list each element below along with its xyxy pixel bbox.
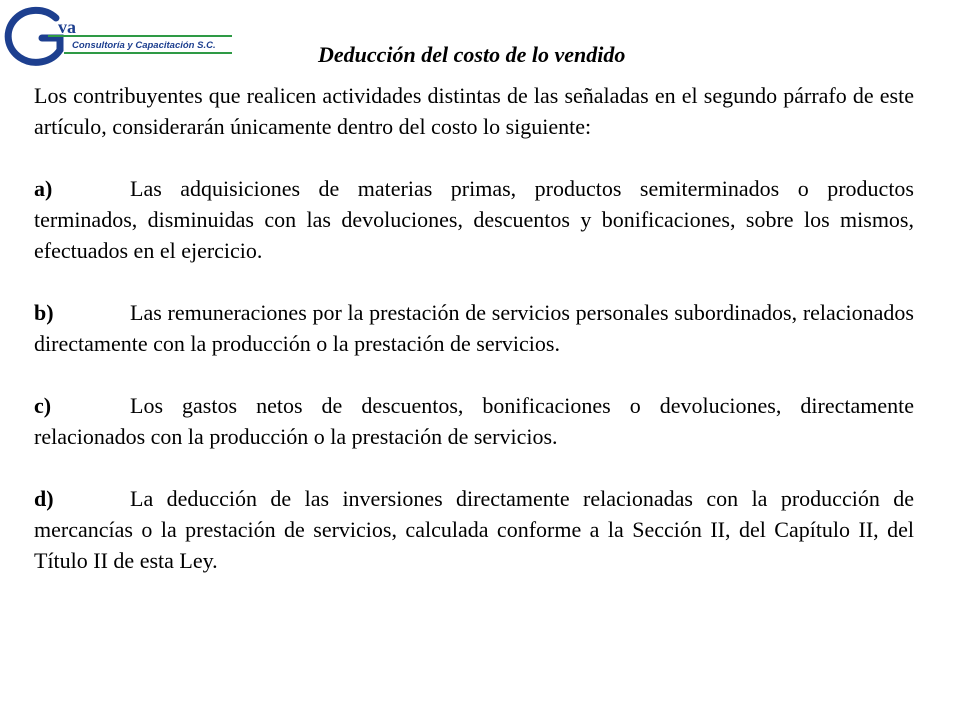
list-item-c [34, 390, 914, 452]
item-label: c) [34, 393, 52, 418]
item-text: La deducción de las inversiones directamente relacionadas con la producción de mercancías o la prestación de servicios, calculada conforme a la Sección II, del Capítulo II, del Título II de esta Ley. [34, 486, 914, 573]
list-item-a [34, 173, 914, 266]
item-text: Las adquisiciones de materias primas, productos semiterminados o productos terminados, disminuidas con las devoluciones, descuentos y bonificaciones, sobre los mismos, efectuados en el ejercicio. [34, 176, 914, 263]
item-text: Las remuneraciones por la prestación de servicios personales subordinados, relacionados directamente con la producción o la prestación de servicios. [34, 300, 914, 356]
item-label: b) [34, 300, 54, 325]
logo-company-name: Consultoría y Capacitación S.C. [72, 40, 216, 51]
document-body [34, 80, 914, 607]
item-text: Los gastos netos de descuentos, bonificaciones o devoluciones, directamente relacionados con la producción o la prestación de servicios. [34, 393, 914, 449]
item-label: a) [34, 176, 53, 201]
page-title: Deducción del costo de lo vendido [318, 42, 626, 67]
logo-graphic [4, 6, 234, 72]
intro-paragraph: Los contribuyentes que realicen actividades distintas de las señaladas en el segundo párrafo de este artículo, considerarán únicamente dentro del costo lo siguiente: [34, 83, 914, 139]
company-logo [4, 6, 234, 72]
list-item-d [34, 483, 914, 576]
item-label: d) [34, 486, 54, 511]
logo-monogram: va [58, 17, 76, 37]
list-item-b [34, 297, 914, 359]
